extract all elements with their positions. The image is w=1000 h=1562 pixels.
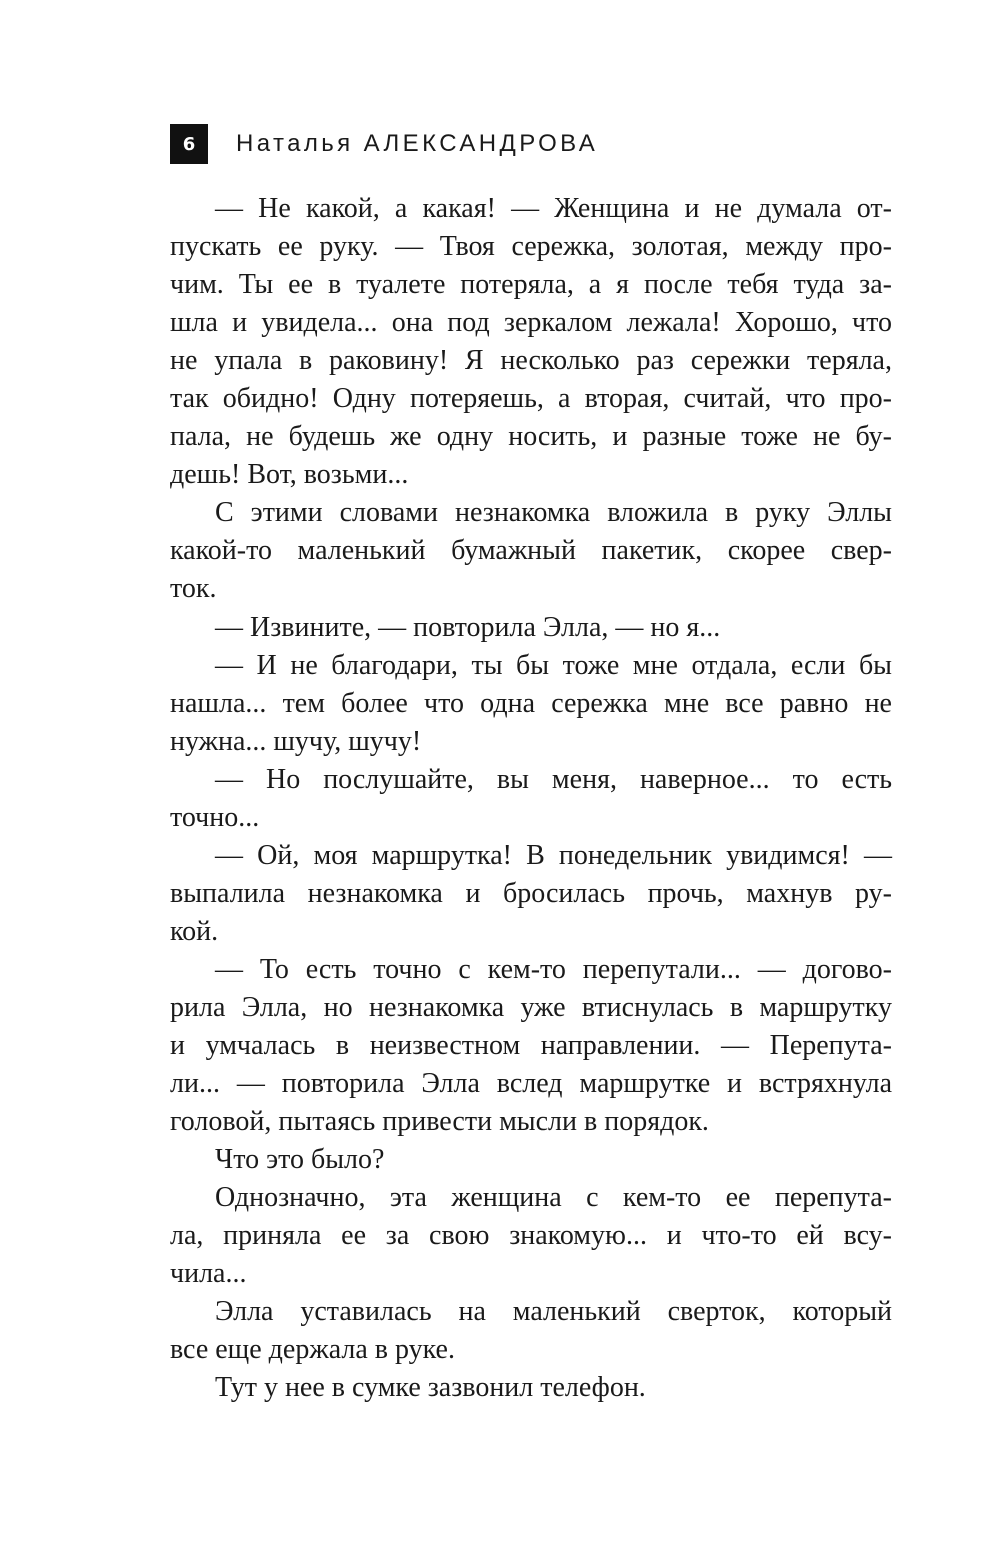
- text-line: — Ой, моя маршрутка! В понедельник увидимся! —: [215, 839, 892, 871]
- text-line: не упала в раковину! Я несколько раз сережки теряла,: [170, 345, 892, 377]
- text-line: — Извините, — повторила Элла, — но я...: [215, 611, 721, 643]
- text-line: Однозначно, эта женщина с кем-то ее перепута-: [215, 1182, 892, 1214]
- text-line: какой-то маленький бумажный пакетик, скорее свер-: [170, 535, 892, 567]
- text-line: — Но послушайте, вы меня, наверное... то есть: [215, 763, 892, 795]
- text-line: все еще держала в руке.: [170, 1334, 455, 1366]
- text-line: точно...: [170, 801, 260, 833]
- text-line: — И не благодари, ты бы тоже мне отдала, если бы: [215, 649, 892, 681]
- text-line: головой, пытаясь привести мысли в порядок.: [170, 1106, 709, 1138]
- text-line: — Не какой, а какая! — Женщина и не думала от-: [215, 193, 892, 224]
- text-line: Тут у нее в сумке зазвонил телефон.: [215, 1372, 646, 1404]
- text-line: нужна... шучу, шучу!: [170, 725, 422, 757]
- text-line: ток.: [170, 573, 217, 605]
- text-line: и умчалась в неизвестном направлении. — Перепута-: [170, 1030, 892, 1062]
- text-line: С этими словами незнакомка вложила в руку Эллы: [215, 497, 892, 529]
- text-line: ли... — повторила Элла вслед маршрутке и встряхнула: [170, 1068, 892, 1100]
- text-line: — То есть точно с кем-то перепутали... — догово-: [215, 953, 892, 985]
- text-line: рила Элла, но незнакомка уже втиснулась в маршрутку: [170, 991, 892, 1023]
- page-header: [170, 124, 598, 164]
- text-line: дешь! Вот, возьми...: [170, 459, 409, 491]
- text-line: так обидно! Одну потеряешь, а вторая, считай, что про-: [170, 383, 892, 415]
- text-line: Что это было?: [215, 1144, 385, 1176]
- body-text: [170, 190, 892, 1408]
- text-line: ла, приняла ее за свою знакомую... и что-то ей всу-: [170, 1220, 892, 1252]
- text-line: кой.: [170, 915, 219, 947]
- page-number: 6: [170, 124, 208, 164]
- text-line: чила...: [170, 1258, 247, 1290]
- text-line: пускать ее руку. — Твоя сережка, золотая, между про-: [170, 231, 892, 263]
- running-head-author: Наталья АЛЕКСАНДРОВА: [236, 130, 599, 157]
- text-line: Элла уставилась на маленький сверток, который: [215, 1296, 892, 1328]
- text-line: выпалила незнакомка и бросилась прочь, махнув ру-: [170, 877, 892, 909]
- text-line: шла и увидела... она под зеркалом лежала! Хорошо, что: [170, 307, 892, 339]
- text-line: чим. Ты ее в туалете потеряла, а я после тебя туда за-: [170, 269, 892, 301]
- text-line: нашла... тем более что одна сережка мне все равно не: [170, 687, 892, 719]
- text-line: пала, не будешь же одну носить, и разные тоже не бу-: [170, 421, 892, 453]
